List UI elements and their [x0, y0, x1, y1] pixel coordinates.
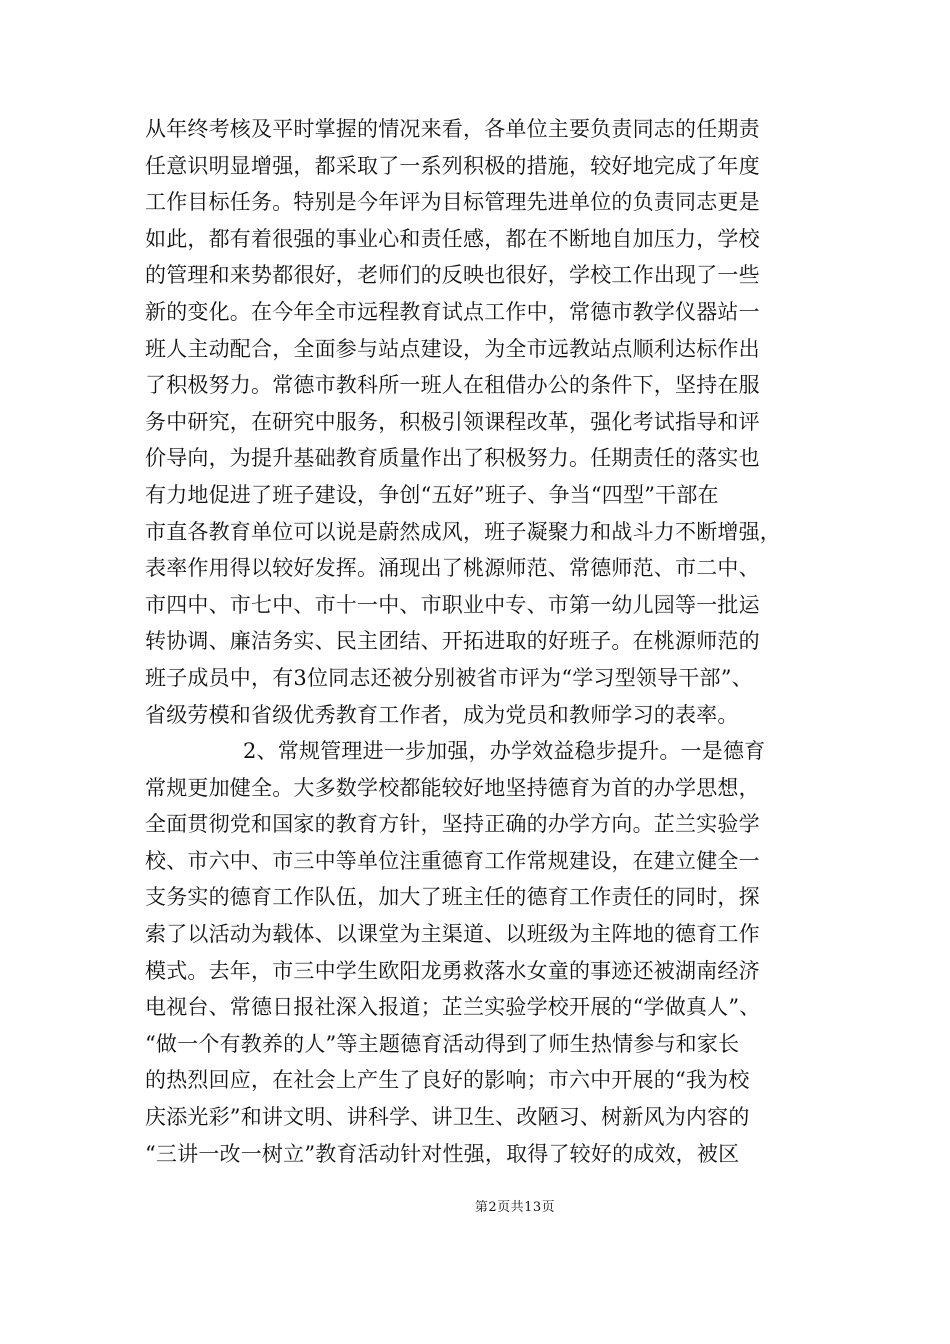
text-line: 从年终考核及平时掌握的情况来看，各单位主要负责同志的任期责 [145, 117, 760, 141]
text-line: 庆添光彩”和讲文明、讲科学、讲卫生、改陋习、树新风为内容的 [145, 1105, 750, 1130]
text-line: 校、市六中、市三中等单位注重德育工作常规建设，在建立健全一 [145, 848, 760, 873]
text-line: 班人主动配合，全面参与站点建设，为全市远教站点顺利达标作出 [145, 336, 760, 361]
page-number-footer: 第2页共13页 [474, 1200, 556, 1215]
text-line: 市四中、市七中、市十一中、市职业中专、市第一幼儿园等一批运 [145, 592, 760, 617]
text-line: 市直各教育单位可以说是蔚然成风，班子凝聚力和战斗力不断增强， [145, 519, 781, 544]
text-line: 了积极努力。常德市教科所一班人在租借办公的条件下，坚持在服 [145, 373, 760, 398]
text-line: 电视台、常德日报社深入报道；芷兰实验学校开展的“学做真人”、 [145, 995, 761, 1020]
text-line: 的管理和来势都很好，老师们的反映也很好，学校工作出现了一些 [145, 263, 760, 288]
text-line-paragraph-start: 2、常规管理进一步加强，办学效益稳步提升。一是德育 [243, 739, 766, 764]
text-line: 任意识明显增强，都采取了一系列积极的措施，较好地完成了年度 [145, 153, 760, 178]
text-line: 班子成员中，有3位同志还被分别被省市评为“学习型领导干部”、 [145, 665, 753, 690]
text-line: 表率作用得以较好发挥。涌现出了桃源师范、常德师范、市二中、 [145, 556, 760, 581]
text-line: “三讲一改一树立”教育活动针对性强，取得了较好的成效，被区 [145, 1141, 740, 1166]
text-line: 模式。去年，市三中学生欧阳龙勇救落水女童的事迹还被湖南经济 [145, 958, 760, 983]
text-line: 有力地促进了班子建设，争创“五好”班子、争当“四型”干部在 [145, 482, 719, 507]
text-line: 如此，都有着很强的事业心和责任感，都在不断地自加压力，学校 [145, 226, 760, 251]
text-line: 全面贯彻党和国家的教育方针，坚持正确的办学方向。芷兰实验学 [145, 812, 760, 837]
text-line: 的热烈回应，在社会上产生了良好的影响；市六中开展的“我为校 [145, 1068, 750, 1093]
text-line: 新的变化。在今年全市远程教育试点工作中，常德市教学仪器站一 [145, 299, 760, 324]
text-line: 省级劳模和省级优秀教育工作者，成为党员和教师学习的表率。 [145, 702, 739, 727]
text-line: 转协调、廉洁务实、民主团结、开拓进取的好班子。在桃源师范的 [145, 629, 760, 654]
text-line: 价导向，为提升基础教育质量作出了积极努力。任期责任的落实也 [145, 446, 760, 471]
text-line: 务中研究，在研究中服务，积极引领课程改革，强化考试指导和评 [145, 409, 760, 434]
text-line: 索了以活动为载体、以课堂为主渠道、以班级为主阵地的德育工作 [145, 922, 760, 947]
body-text [145, 111, 825, 1172]
text-line: 支务实的德育工作队伍，加大了班主任的德育工作责任的同时，探 [145, 885, 760, 910]
text-line: 常规更加健全。大多数学校都能较好地坚持德育为首的办学思想， [145, 775, 760, 800]
text-line: “做一个有教养的人”等主题德育活动得到了师生热情参与和家长 [145, 1031, 740, 1056]
text-line: 工作目标任务。特别是今年评为目标管理先进单位的负责同志更是 [145, 190, 760, 215]
